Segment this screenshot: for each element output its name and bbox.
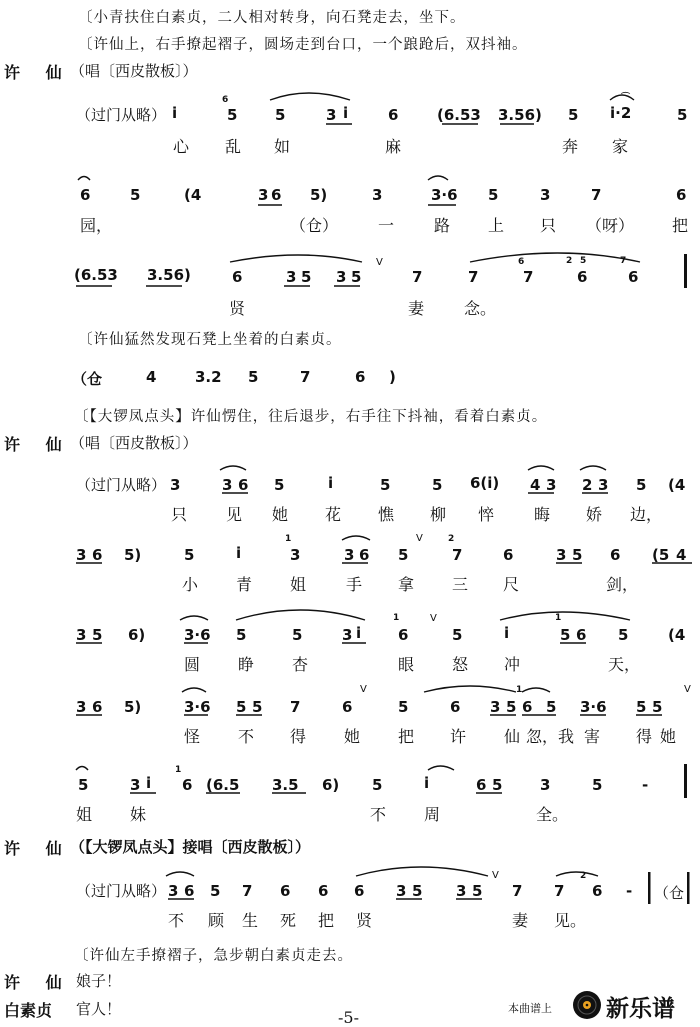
lyric: 小 (182, 575, 199, 594)
note: 5 (351, 268, 362, 286)
note: 6 (271, 186, 282, 204)
sing-cue: （唱〔西皮散板〕） (70, 434, 198, 452)
lyric: 眼 (398, 655, 415, 674)
lyric: （仓） (290, 216, 339, 235)
note: 5 (568, 106, 579, 124)
note: 6 (354, 882, 365, 900)
note: 5 (412, 882, 423, 900)
lyric: 尺 (503, 575, 520, 594)
note: 6 (318, 882, 329, 900)
lyric: 奔 (562, 137, 579, 156)
note: 6 (342, 698, 353, 716)
note: 6 (503, 546, 514, 564)
note: 7 (452, 546, 463, 564)
lyric: 她 (344, 727, 361, 746)
note: 3.2 (195, 368, 222, 386)
note: i (504, 624, 510, 642)
lyric: 许 (450, 727, 467, 746)
note: (6.5 (206, 776, 240, 794)
note: 5 (130, 186, 141, 204)
note: 6 (676, 186, 687, 204)
note: 7 (242, 882, 253, 900)
note: 5 (572, 546, 583, 564)
svg-text:2: 2 (580, 871, 587, 881)
svg-text:V: V (492, 870, 499, 881)
dialogue-line: 官人！ (76, 1000, 122, 1018)
lyric: 顾 (208, 911, 225, 930)
note: 5 (184, 546, 195, 564)
note: 3 (546, 476, 557, 494)
lyric: 不 (168, 911, 185, 930)
svg-text:1: 1 (516, 685, 523, 695)
svg-text:2: 2 (448, 534, 455, 544)
lyric: 剑， (606, 575, 639, 594)
note: i (172, 104, 178, 122)
lyric: 怪 (184, 727, 201, 746)
note: 5 (652, 698, 663, 716)
lyric: 冲 (504, 655, 521, 674)
lyric: 园， (80, 216, 113, 235)
lyric: 怒 (452, 655, 469, 674)
lyric: 三 (452, 575, 469, 594)
role-name: 白素贞 (4, 1001, 53, 1020)
note: 4 (146, 368, 157, 386)
note: 6 (92, 698, 103, 716)
note: 5 (275, 106, 286, 124)
note: i (328, 474, 334, 492)
note: 3 (396, 882, 407, 900)
lyric: 贤 (229, 299, 246, 318)
note: 3·6 (431, 186, 458, 204)
lyric: 她 (660, 727, 677, 746)
lyric: 把 (398, 727, 415, 746)
lyric: 把 (672, 216, 689, 235)
note: 6 (355, 368, 366, 386)
lyric: 青 (236, 575, 253, 594)
stage-direction: 〔许仙猛然发现石凳上坐着的白素贞。 (78, 332, 342, 348)
note: 3 (168, 882, 179, 900)
note: 7 (300, 368, 311, 386)
note: 3 (286, 268, 297, 286)
lyric: 晦 (534, 505, 551, 524)
lyric: 乱 (225, 137, 242, 156)
prelude-label: （过门从略） (76, 106, 167, 124)
note: 5 (636, 698, 647, 716)
note: (6.53 (74, 266, 118, 284)
watermark-brand: 新乐谱 (606, 996, 675, 1022)
note: 7 (512, 882, 523, 900)
note: 6 (450, 698, 461, 716)
lyric: 只 (540, 216, 557, 235)
lyric: 路 (434, 216, 451, 235)
note: 3 (372, 186, 383, 204)
lyric: 得 (636, 727, 653, 746)
note: - (626, 882, 633, 900)
note: 5 (292, 626, 303, 644)
lyric: 全。 (536, 805, 569, 824)
note: (5 (652, 546, 670, 564)
lyric: 边， (630, 505, 663, 524)
lyric: 不 (238, 727, 255, 746)
note: 6 (628, 268, 639, 286)
svg-text:V: V (430, 613, 437, 624)
lyric: 上 (488, 216, 505, 235)
note: 3 (258, 186, 269, 204)
lyric: 心 (173, 137, 190, 156)
lyric: 见 (226, 505, 243, 524)
note: 6 (184, 882, 195, 900)
note: - (642, 776, 649, 794)
note: 5 (560, 626, 571, 644)
note: 3 (76, 698, 87, 716)
svg-text:6: 6 (222, 95, 229, 105)
note: 7 (468, 268, 479, 286)
role-name: 许 仙 (4, 973, 72, 992)
lyric: 憔 (378, 505, 395, 524)
prelude-label: （过门从略） (76, 882, 167, 900)
note: 5) (124, 546, 142, 564)
note: 5 (506, 698, 517, 716)
note: 3 (130, 776, 141, 794)
watermark-note: 本曲谱上 (508, 1002, 552, 1015)
note: 6 (577, 268, 588, 286)
lyric: 念。 (464, 299, 497, 318)
lyric: 手 (346, 575, 363, 594)
note: 4 (676, 546, 687, 564)
note: 3 (222, 476, 233, 494)
lyric: 睁 (238, 655, 255, 674)
sing-cue: （唱〔西皮散板〕） (70, 62, 198, 80)
lyric: 害 (584, 727, 601, 746)
note: 5) (124, 698, 142, 716)
lyric: 周 (424, 805, 441, 824)
note: 7 (554, 882, 565, 900)
note: 6) (128, 626, 146, 644)
note: 5 (432, 476, 443, 494)
svg-text:V: V (360, 684, 367, 695)
stage-direction: 〔许仙左手撩褶子，急步朝白素贞走去。 (74, 948, 353, 964)
lyric: 仙 (504, 727, 521, 746)
lyric: 妻 (512, 911, 529, 930)
lyric: 把 (318, 911, 335, 930)
note: 3 (326, 106, 337, 124)
note: 7 (290, 698, 301, 716)
note: 5 (488, 186, 499, 204)
lyric: 只 (171, 505, 188, 524)
note: 3.56) (147, 266, 191, 284)
note: 5) (310, 186, 328, 204)
note: （仓 (72, 370, 103, 388)
lyric: 一 (378, 216, 395, 235)
note: 5 (546, 698, 557, 716)
note: 6 (80, 186, 91, 204)
note: 7 (412, 268, 423, 286)
svg-text:1: 1 (285, 534, 292, 544)
svg-text:1: 1 (555, 613, 562, 623)
lyric: 忽，我 (526, 727, 575, 746)
lyric: 花 (325, 505, 342, 524)
note: 5 (618, 626, 629, 644)
role-name: 许 仙 (4, 63, 72, 82)
note: 5 (227, 106, 238, 124)
svg-text:V: V (376, 257, 383, 268)
note: 3.56) (498, 106, 542, 124)
note: (4 (668, 626, 686, 644)
note: 6 (359, 546, 370, 564)
svg-text:5: 5 (580, 256, 587, 266)
lyric: 姐 (76, 805, 93, 824)
note: 6) (322, 776, 340, 794)
note: 3 (290, 546, 301, 564)
note: 6(i) (470, 474, 500, 492)
note: 3 (76, 626, 87, 644)
lyric: 她 (272, 505, 289, 524)
stage-direction: 〔许仙上，右手撩起褶子，圆场走到台口，一个踉跄后，双抖袖。 (78, 37, 528, 53)
svg-text:6: 6 (518, 257, 525, 267)
note: 6 (92, 546, 103, 564)
lyric: 见。 (554, 911, 587, 930)
lyric: 娇 (586, 505, 603, 524)
lyric: 姐 (290, 575, 307, 594)
note: i (424, 774, 430, 792)
note: i·2 (610, 104, 632, 122)
note: 5 (210, 882, 221, 900)
note: 6 (388, 106, 399, 124)
lyric: 死 (280, 911, 297, 930)
sing-cue: （【大锣凤点头】接唱〔西皮散板〕） (70, 838, 311, 856)
note: (4 (184, 186, 202, 204)
note: 6 (610, 546, 621, 564)
note: 5 (452, 626, 463, 644)
note: 5 (301, 268, 312, 286)
svg-text:V: V (684, 684, 691, 695)
note: 5 (236, 626, 247, 644)
note: 6 (398, 626, 409, 644)
note: 3·6 (580, 698, 607, 716)
note: 6 (232, 268, 243, 286)
stage-direction: 〔【大锣凤点头】许仙愣住，往后退步，右手往下抖袖，看着白素贞。 (74, 409, 548, 425)
lyric: 家 (612, 137, 629, 156)
note: 6 (280, 882, 291, 900)
note: 6 (476, 776, 487, 794)
note: 3 (170, 476, 181, 494)
lyric: 得 (290, 727, 307, 746)
dialogue-line: 娘子！ (76, 972, 122, 990)
note: 6 (182, 776, 193, 794)
prelude-label: （过门从略） (76, 476, 167, 494)
note: 6 (238, 476, 249, 494)
note: 5 (677, 106, 688, 124)
note: 5 (248, 368, 259, 386)
note: i (356, 624, 362, 642)
note: 3 (490, 698, 501, 716)
note: 5 (372, 776, 383, 794)
svg-text:⌒: ⌒ (621, 93, 631, 103)
note: 3.5 (272, 776, 299, 794)
note: 3 (344, 546, 355, 564)
note: 4 (530, 476, 541, 494)
lyric: 柳 (430, 505, 447, 524)
note: i (146, 774, 152, 792)
note: 6 (592, 882, 603, 900)
note: ) (389, 368, 396, 386)
lyric: 拿 (398, 575, 415, 594)
lyric: 妻 (408, 299, 425, 318)
lyric: 悴 (478, 505, 495, 524)
lyric: 天， (608, 655, 641, 674)
note: 3 (76, 546, 87, 564)
lyric: 如 (274, 137, 291, 156)
lyric: （呀） (586, 216, 635, 235)
role-name: 许 仙 (4, 435, 72, 454)
note: 6 (576, 626, 587, 644)
note: 5 (398, 546, 409, 564)
note: i (236, 544, 242, 562)
note: 3 (342, 626, 353, 644)
lyric: 杏 (292, 655, 309, 674)
svg-text:V: V (416, 533, 423, 544)
role-name: 许 仙 (4, 839, 72, 858)
note: 3·6 (184, 626, 211, 644)
note: 5 (398, 698, 409, 716)
lyric: 妹 (130, 805, 147, 824)
note: 5 (236, 698, 247, 716)
note: 3 (456, 882, 467, 900)
note: 5 (78, 776, 89, 794)
note: 6 (522, 698, 533, 716)
note: i (343, 104, 349, 122)
svg-text:1: 1 (393, 613, 400, 623)
note: 7 (523, 268, 534, 286)
stage-direction: 〔小青扶住白素贞，二人相对转身，向石凳走去，坐下。 (78, 10, 466, 26)
note: (6.53 (437, 106, 481, 124)
svg-text:1: 1 (175, 765, 182, 775)
note: 5 (252, 698, 263, 716)
page-number: -5- (338, 1008, 359, 1027)
note: 5 (636, 476, 647, 494)
note: 3 (598, 476, 609, 494)
gong-hit: （仓 (654, 884, 685, 902)
svg-text:7: 7 (620, 256, 627, 266)
note: 5 (92, 626, 103, 644)
note: (4 (668, 476, 686, 494)
note: 3 (540, 186, 551, 204)
svg-text:2: 2 (566, 256, 573, 266)
note: 3 (540, 776, 551, 794)
note: 3·6 (184, 698, 211, 716)
lyric: 麻 (385, 137, 402, 156)
lyric: 贤 (356, 911, 373, 930)
note: 5 (592, 776, 603, 794)
note: 5 (274, 476, 285, 494)
note: 5 (492, 776, 503, 794)
lyric: 不 (370, 805, 387, 824)
lyric: 生 (242, 911, 259, 930)
note: 5 (380, 476, 391, 494)
note: 5 (472, 882, 483, 900)
lyric: 圆 (184, 655, 201, 674)
note: 2 (582, 476, 593, 494)
note: 3 (336, 268, 347, 286)
note: 7 (591, 186, 602, 204)
note: 3 (556, 546, 567, 564)
disc-logo-icon (572, 990, 602, 1020)
